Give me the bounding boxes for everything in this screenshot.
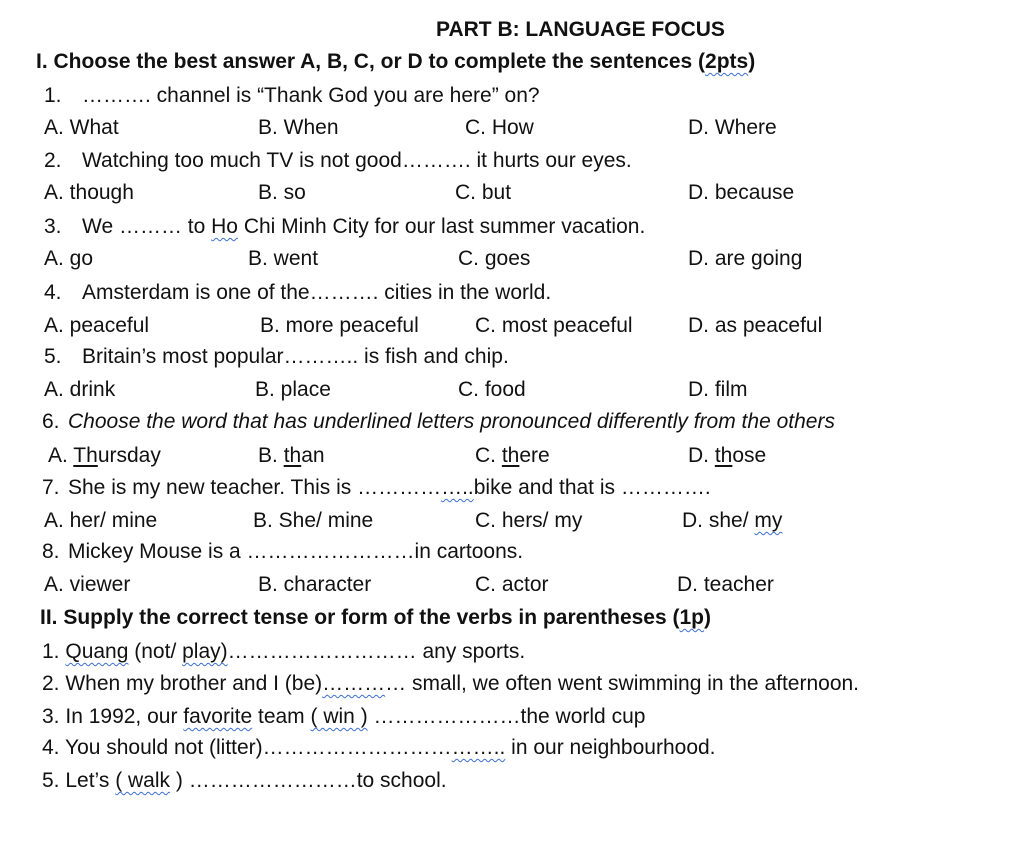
item-text-a: You should not (litter)……………………… [64,736,452,759]
option-c: C. How [465,116,534,139]
question-1-options [0,112,1024,144]
verb-item-5 [0,765,1024,797]
question-text: We ……… to [82,215,212,238]
option-d: D. Where [688,116,777,139]
question-text-spell: ….. [441,476,474,499]
section2-points: 1p [679,606,705,629]
option-a [48,440,161,472]
question-number: 5. [44,345,62,368]
item-text-a: When my brother and I (be) [65,672,323,695]
option-prefix: A. [48,444,74,467]
item-word-1: Quang [65,640,129,663]
question-text: Amsterdam is one of the………. cities in the world. [82,281,552,304]
option-b: B. more peaceful [260,314,419,337]
question-text-rest: Chi Minh City for our last summer vacation. [238,215,646,238]
option-b: B. She/ mine [253,509,374,532]
option-prefix: B. [258,444,284,467]
option-a: A. go [44,247,94,270]
option-b: B. went [248,247,319,270]
item-word-2: play) [182,640,228,663]
item-number: 4. [42,736,60,759]
question-3 [0,211,1024,243]
underlined-letters: th [714,444,733,467]
option-c: C. goes [458,247,531,270]
item-text-b: in our neighbourhood. [505,736,716,759]
question-5-options [0,374,1024,406]
question-text: She is my new teacher. This is ………… [68,476,442,499]
option-a: A. viewer [44,573,131,596]
option-c: C. food [458,378,526,401]
section1-heading-text: I. Choose the best answer A, B, C, or D to complete the sentences ( [36,50,706,73]
option-a: A. drink [44,378,116,401]
question-text: ………. channel is “Thank God you are here” on? [82,84,540,107]
title-line [0,14,1024,46]
question-text-rest: bike and that is …………. [473,476,711,499]
section1-heading [0,46,1024,78]
verb-item-4 [0,732,1024,764]
underlined-letters: Th [73,444,98,467]
question-text: Mickey Mouse is a ……………………in cartoons. [68,540,524,563]
option-d [688,440,766,472]
option-a: A. her/ mine [44,509,158,532]
underlined-letters: th [283,444,302,467]
question-8 [0,536,1024,568]
option-suffix: ose [732,444,767,467]
option-c: C. most peaceful [475,314,633,337]
option-suffix: ere [519,444,550,467]
section1-points: 2pts [705,50,749,73]
question-number: 6. [42,410,60,433]
option-d: D. teacher [677,573,774,596]
item-text-b: ) ……………………to school. [170,769,447,792]
item-word-2: ( win ) [310,705,368,728]
option-d: D. because [688,181,795,204]
question-7 [0,472,1024,504]
question-text: Britain’s most popular……….. is fish and chip. [82,345,509,368]
page-title: PART B: LANGUAGE FOCUS [436,18,725,41]
option-d: D. as peaceful [688,314,823,337]
section1-heading-close: ) [748,50,756,73]
item-word-1: ……… [322,672,386,695]
question-number: 1. [44,84,62,107]
question-7-options [0,505,1024,537]
item-word-1: ( walk [115,769,171,792]
option-prefix: D. [688,444,715,467]
option-b: B. character [258,573,372,596]
option-prefix: C. [475,444,502,467]
item-number: 5. [42,769,60,792]
option-a: A. though [44,181,134,204]
question-6-options [0,440,1024,472]
option-c: C. hers/ my [475,509,583,532]
item-text-c: ……………………… any sports. [227,640,526,663]
underlined-letters: th [501,444,520,467]
option-d-spell: my [754,509,783,532]
question-4 [0,277,1024,309]
option-b: B. place [255,378,331,401]
verb-item-2 [0,668,1024,700]
section2-heading-close: ) [704,606,712,629]
section2-heading [0,602,1024,634]
question-text-spell: Ho [211,215,238,238]
item-word-1: …….. [451,736,506,759]
option-c: C. but [455,181,512,204]
option-d: D. are going [688,247,803,270]
item-text-c: …………………the world cup [367,705,646,728]
question-2-options [0,177,1024,209]
option-d: D. film [688,378,748,401]
question-6 [0,406,1024,438]
option-d [682,505,782,537]
question-5 [0,341,1024,373]
question-number: 2. [44,149,62,172]
question-4-options [0,310,1024,342]
question-2 [0,145,1024,177]
option-suffix: an [301,444,325,467]
question-number: 4. [44,281,62,304]
option-c [475,440,550,472]
option-d-text: D. she/ [682,509,755,532]
question-8-options [0,569,1024,601]
question-number: 3. [44,215,62,238]
option-a: A. peaceful [44,314,150,337]
item-text-b: (not/ [128,640,183,663]
question-number: 8. [42,540,60,563]
question-text: Watching too much TV is not good………. it hurts our eyes. [82,149,632,172]
item-number: 1. [42,640,60,663]
item-text-b: … small, we often went swimming in the afternoon. [385,672,860,695]
question-3-options [0,243,1024,275]
option-b: B. When [258,116,339,139]
question-1 [0,80,1024,112]
item-text-b: team [252,705,311,728]
option-b: B. so [258,181,306,204]
section2-heading-text: II. Supply the correct tense or form of the verbs in parentheses ( [40,606,680,629]
question-text: Choose the word that has underlined letters pronounced differently from the others [68,410,835,433]
item-text-a: Let’s [65,769,116,792]
option-a: A. What [44,116,119,139]
item-number: 3. [42,705,60,728]
verb-item-1 [0,636,1024,668]
question-number: 7. [42,476,60,499]
item-word-1: favorite [183,705,253,728]
option-c: C. actor [475,573,549,596]
verb-item-3 [0,701,1024,733]
item-number: 2. [42,672,60,695]
option-suffix: ursday [97,444,161,467]
item-text-a: In 1992, our [65,705,184,728]
option-b [258,440,325,472]
